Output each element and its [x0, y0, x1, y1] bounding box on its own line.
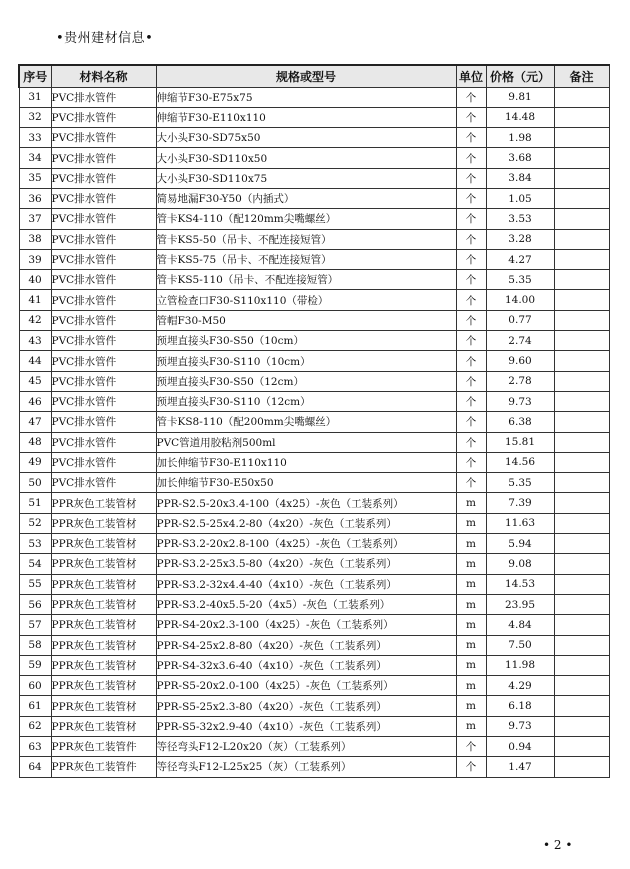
row-unit: m — [456, 493, 486, 513]
table-body — [19, 87, 609, 777]
row-remark — [554, 371, 609, 391]
row-unit: 个 — [456, 351, 486, 371]
table-row — [19, 412, 609, 432]
row-remark — [554, 615, 609, 635]
row-seq: 40 — [19, 270, 51, 290]
row-unit: 个 — [456, 391, 486, 411]
row-unit: 个 — [456, 290, 486, 310]
row-material-name: PVC排水管件 — [51, 371, 156, 391]
row-spec: 加长伸缩节F30-E110x110 — [156, 452, 456, 472]
row-seq: 55 — [19, 574, 51, 594]
row-unit: m — [456, 513, 486, 533]
table-row — [19, 594, 609, 614]
row-remark — [554, 655, 609, 675]
row-remark — [554, 331, 609, 351]
row-unit: 个 — [456, 168, 486, 188]
table-row — [19, 351, 609, 371]
row-remark — [554, 249, 609, 269]
table-row — [19, 249, 609, 269]
row-seq: 53 — [19, 534, 51, 554]
row-remark — [554, 209, 609, 229]
row-unit: 个 — [456, 249, 486, 269]
row-material-name: PVC排水管件 — [51, 209, 156, 229]
row-remark — [554, 432, 609, 452]
row-material-name: PPR灰色工装管材 — [51, 635, 156, 655]
table-row — [19, 290, 609, 310]
row-material-name: PPR灰色工装管材 — [51, 513, 156, 533]
row-seq: 45 — [19, 371, 51, 391]
row-remark — [554, 412, 609, 432]
row-price: 3.53 — [486, 209, 554, 229]
row-seq: 59 — [19, 655, 51, 675]
row-material-name: PVC排水管件 — [51, 87, 156, 107]
table-row — [19, 635, 609, 655]
row-price: 1.98 — [486, 128, 554, 148]
row-spec: 预埋直接头F30-S110（10cm） — [156, 351, 456, 371]
row-material-name: PPR灰色工装管材 — [51, 655, 156, 675]
row-price: 9.73 — [486, 716, 554, 736]
row-remark — [554, 452, 609, 472]
row-remark — [554, 148, 609, 168]
row-price: 2.78 — [486, 371, 554, 391]
table-row — [19, 493, 609, 513]
row-spec: PPR-S4-20x2.3-100（4x25）-灰色（工装系列） — [156, 615, 456, 635]
table-row — [19, 331, 609, 351]
table-row — [19, 432, 609, 452]
row-material-name: PPR灰色工装管件 — [51, 757, 156, 777]
table-row — [19, 696, 609, 716]
row-remark — [554, 188, 609, 208]
row-seq: 35 — [19, 168, 51, 188]
row-seq: 31 — [19, 87, 51, 107]
row-seq: 51 — [19, 493, 51, 513]
row-remark — [554, 716, 609, 736]
row-remark — [554, 290, 609, 310]
row-spec: 管卡KS4-110（配120mm尖嘴螺丝） — [156, 209, 456, 229]
row-spec: 伸缩节F30-E75x75 — [156, 87, 456, 107]
table-row — [19, 229, 609, 249]
row-remark — [554, 737, 609, 757]
row-material-name: PVC排水管件 — [51, 473, 156, 493]
row-unit: 个 — [456, 331, 486, 351]
row-remark — [554, 310, 609, 330]
row-price: 2.74 — [486, 331, 554, 351]
table-row — [19, 87, 609, 107]
row-unit: 个 — [456, 371, 486, 391]
row-spec: 大小头F30-SD110x50 — [156, 148, 456, 168]
row-material-name: PVC排水管件 — [51, 391, 156, 411]
table-row — [19, 270, 609, 290]
row-seq: 62 — [19, 716, 51, 736]
row-spec: 管卡KS5-50（吊卡、不配连接短管） — [156, 229, 456, 249]
row-material-name: PVC排水管件 — [51, 107, 156, 127]
table-row — [19, 737, 609, 757]
row-material-name: PVC排水管件 — [51, 148, 156, 168]
header-seq: 序号 — [19, 65, 51, 87]
row-unit: m — [456, 554, 486, 574]
row-remark — [554, 128, 609, 148]
row-price: 23.95 — [486, 594, 554, 614]
header-material-name: 材料名称 — [51, 65, 156, 87]
row-material-name: PVC排水管件 — [51, 290, 156, 310]
row-spec: 立管检查口F30-S110x110（带检） — [156, 290, 456, 310]
row-material-name: PVC排水管件 — [51, 229, 156, 249]
row-material-name: PVC排水管件 — [51, 331, 156, 351]
row-price: 6.18 — [486, 696, 554, 716]
row-remark — [554, 168, 609, 188]
row-seq: 39 — [19, 249, 51, 269]
row-remark — [554, 534, 609, 554]
row-price: 0.94 — [486, 737, 554, 757]
row-unit: 个 — [456, 432, 486, 452]
row-material-name: PPR灰色工装管材 — [51, 594, 156, 614]
row-seq: 46 — [19, 391, 51, 411]
row-seq: 43 — [19, 331, 51, 351]
row-spec: PPR-S3.2-25x3.5-80（4x20）-灰色（工装系列） — [156, 554, 456, 574]
row-remark — [554, 676, 609, 696]
row-remark — [554, 270, 609, 290]
row-spec: PPR-S4-32x3.6-40（4x10）-灰色（工装系列） — [156, 655, 456, 675]
row-unit: 个 — [456, 473, 486, 493]
row-seq: 54 — [19, 554, 51, 574]
row-spec: 管卡KS5-75（吊卡、不配连接短管） — [156, 249, 456, 269]
row-material-name: PVC排水管件 — [51, 249, 156, 269]
row-remark — [554, 757, 609, 777]
row-material-name: PPR灰色工装管材 — [51, 534, 156, 554]
row-unit: m — [456, 615, 486, 635]
row-remark — [554, 635, 609, 655]
row-unit: m — [456, 594, 486, 614]
row-material-name: PPR灰色工装管件 — [51, 737, 156, 757]
row-price: 15.81 — [486, 432, 554, 452]
row-spec: 大小头F30-SD75x50 — [156, 128, 456, 148]
page-header: •贵州建材信息• — [56, 31, 154, 46]
table-row — [19, 452, 609, 472]
row-material-name: PPR灰色工装管材 — [51, 615, 156, 635]
row-price: 1.47 — [486, 757, 554, 777]
table-row — [19, 574, 609, 594]
row-seq: 52 — [19, 513, 51, 533]
row-material-name: PPR灰色工装管材 — [51, 493, 156, 513]
row-spec: 管卡KS5-110（吊卡、不配连接短管） — [156, 270, 456, 290]
table-row — [19, 676, 609, 696]
table-row — [19, 371, 609, 391]
table-row — [19, 168, 609, 188]
table-row — [19, 188, 609, 208]
row-price: 9.81 — [486, 87, 554, 107]
table-header-row — [19, 65, 609, 87]
row-spec: 等径弯头F12-L25x25（灰）（工装系列） — [156, 757, 456, 777]
row-price: 11.98 — [486, 655, 554, 675]
row-unit: m — [456, 696, 486, 716]
row-material-name: PPR灰色工装管材 — [51, 554, 156, 574]
row-spec: 管帽F30-M50 — [156, 310, 456, 330]
price-table — [18, 64, 610, 778]
row-spec: 伸缩节F30-E110x110 — [156, 107, 456, 127]
row-material-name: PPR灰色工装管材 — [51, 676, 156, 696]
row-price: 5.35 — [486, 473, 554, 493]
row-material-name: PVC排水管件 — [51, 128, 156, 148]
row-price: 1.05 — [486, 188, 554, 208]
row-remark — [554, 513, 609, 533]
row-price: 3.28 — [486, 229, 554, 249]
row-seq: 63 — [19, 737, 51, 757]
row-remark — [554, 594, 609, 614]
row-unit: m — [456, 676, 486, 696]
row-price: 5.94 — [486, 534, 554, 554]
header-unit: 单位 — [456, 65, 486, 87]
row-spec: PPR-S2.5-25x4.2-80（4x20）-灰色（工装系列） — [156, 513, 456, 533]
row-spec: PPR-S3.2-40x5.5-20（4x5）-灰色（工装系列） — [156, 594, 456, 614]
row-seq: 60 — [19, 676, 51, 696]
row-spec: PVC管道用胶粘剂500ml — [156, 432, 456, 452]
row-unit: 个 — [456, 87, 486, 107]
row-unit: 个 — [456, 757, 486, 777]
row-unit: 个 — [456, 452, 486, 472]
row-seq: 38 — [19, 229, 51, 249]
row-spec: 预埋直接头F30-S110（12cm） — [156, 391, 456, 411]
row-unit: 个 — [456, 128, 486, 148]
table-row — [19, 473, 609, 493]
row-unit: 个 — [456, 737, 486, 757]
row-seq: 58 — [19, 635, 51, 655]
row-spec: PPR-S5-25x2.3-80（4x20）-灰色（工装系列） — [156, 696, 456, 716]
table-row — [19, 128, 609, 148]
row-price: 14.56 — [486, 452, 554, 472]
row-material-name: PVC排水管件 — [51, 168, 156, 188]
table-row — [19, 757, 609, 777]
row-material-name: PPR灰色工装管材 — [51, 696, 156, 716]
row-price: 4.27 — [486, 249, 554, 269]
row-remark — [554, 473, 609, 493]
table-row — [19, 716, 609, 736]
row-spec: PPR-S3.2-32x4.4-40（4x10）-灰色（工装系列） — [156, 574, 456, 594]
row-remark — [554, 87, 609, 107]
row-price: 11.63 — [486, 513, 554, 533]
row-remark — [554, 229, 609, 249]
row-material-name: PVC排水管件 — [51, 310, 156, 330]
row-seq: 44 — [19, 351, 51, 371]
row-seq: 32 — [19, 107, 51, 127]
row-seq: 37 — [19, 209, 51, 229]
row-seq: 61 — [19, 696, 51, 716]
row-spec: PPR-S2.5-20x3.4-100（4x25）-灰色（工装系列） — [156, 493, 456, 513]
row-seq: 36 — [19, 188, 51, 208]
row-price: 4.84 — [486, 615, 554, 635]
row-seq: 50 — [19, 473, 51, 493]
row-unit: 个 — [456, 148, 486, 168]
row-spec: 大小头F30-SD110x75 — [156, 168, 456, 188]
header-spec: 规格或型号 — [156, 65, 456, 87]
row-spec: 加长伸缩节F30-E50x50 — [156, 473, 456, 493]
row-seq: 48 — [19, 432, 51, 452]
row-spec: 管卡KS8-110（配200mm尖嘴螺丝） — [156, 412, 456, 432]
row-remark — [554, 391, 609, 411]
row-price: 6.38 — [486, 412, 554, 432]
row-seq: 47 — [19, 412, 51, 432]
table-row — [19, 107, 609, 127]
row-price: 0.77 — [486, 310, 554, 330]
header-remark: 备注 — [554, 65, 609, 87]
row-unit: 个 — [456, 107, 486, 127]
row-remark — [554, 493, 609, 513]
row-material-name: PVC排水管件 — [51, 432, 156, 452]
row-spec: PPR-S3.2-20x2.8-100（4x25）-灰色（工装系列） — [156, 534, 456, 554]
row-material-name: PPR灰色工装管材 — [51, 574, 156, 594]
row-spec: PPR-S5-32x2.9-40（4x10）-灰色（工装系列） — [156, 716, 456, 736]
row-unit: m — [456, 655, 486, 675]
row-seq: 57 — [19, 615, 51, 635]
row-unit: 个 — [456, 412, 486, 432]
table-row — [19, 655, 609, 675]
row-price: 5.35 — [486, 270, 554, 290]
table-row — [19, 148, 609, 168]
row-material-name: PVC排水管件 — [51, 188, 156, 208]
row-spec: PPR-S5-20x2.0-100（4x25）-灰色（工装系列） — [156, 676, 456, 696]
row-seq: 41 — [19, 290, 51, 310]
row-seq: 56 — [19, 594, 51, 614]
table-row — [19, 209, 609, 229]
row-unit: m — [456, 574, 486, 594]
row-price: 9.73 — [486, 391, 554, 411]
row-spec: 简易地漏F30-Y50（内插式） — [156, 188, 456, 208]
table-row — [19, 513, 609, 533]
row-price: 9.08 — [486, 554, 554, 574]
row-remark — [554, 107, 609, 127]
row-seq: 33 — [19, 128, 51, 148]
row-remark — [554, 574, 609, 594]
row-unit: 个 — [456, 209, 486, 229]
table-row — [19, 554, 609, 574]
row-seq: 42 — [19, 310, 51, 330]
row-spec: PPR-S4-25x2.8-80（4x20）-灰色（工装系列） — [156, 635, 456, 655]
row-material-name: PVC排水管件 — [51, 412, 156, 432]
row-material-name: PPR灰色工装管材 — [51, 716, 156, 736]
row-unit: 个 — [456, 310, 486, 330]
row-price: 14.00 — [486, 290, 554, 310]
row-seq: 49 — [19, 452, 51, 472]
table-row — [19, 615, 609, 635]
row-remark — [554, 696, 609, 716]
row-price: 9.60 — [486, 351, 554, 371]
table-row — [19, 534, 609, 554]
row-price: 7.39 — [486, 493, 554, 513]
row-spec: 预埋直接头F30-S50（12cm） — [156, 371, 456, 391]
row-price: 7.50 — [486, 635, 554, 655]
row-unit: 个 — [456, 188, 486, 208]
row-material-name: PVC排水管件 — [51, 351, 156, 371]
row-spec: 等径弯头F12-L20x20（灰）（工装系列） — [156, 737, 456, 757]
row-price: 14.48 — [486, 107, 554, 127]
row-price: 4.29 — [486, 676, 554, 696]
row-price: 3.84 — [486, 168, 554, 188]
row-remark — [554, 554, 609, 574]
table-row — [19, 310, 609, 330]
row-unit: 个 — [456, 229, 486, 249]
row-price: 3.68 — [486, 148, 554, 168]
row-unit: m — [456, 534, 486, 554]
row-seq: 34 — [19, 148, 51, 168]
page-number: • 2 • — [543, 838, 573, 852]
row-unit: m — [456, 635, 486, 655]
row-price: 14.53 — [486, 574, 554, 594]
row-seq: 64 — [19, 757, 51, 777]
row-spec: 预埋直接头F30-S50（10cm） — [156, 331, 456, 351]
row-material-name: PVC排水管件 — [51, 452, 156, 472]
row-unit: 个 — [456, 270, 486, 290]
row-unit: m — [456, 716, 486, 736]
row-material-name: PVC排水管件 — [51, 270, 156, 290]
header-price: 价格（元） — [486, 65, 554, 87]
table-row — [19, 391, 609, 411]
row-remark — [554, 351, 609, 371]
